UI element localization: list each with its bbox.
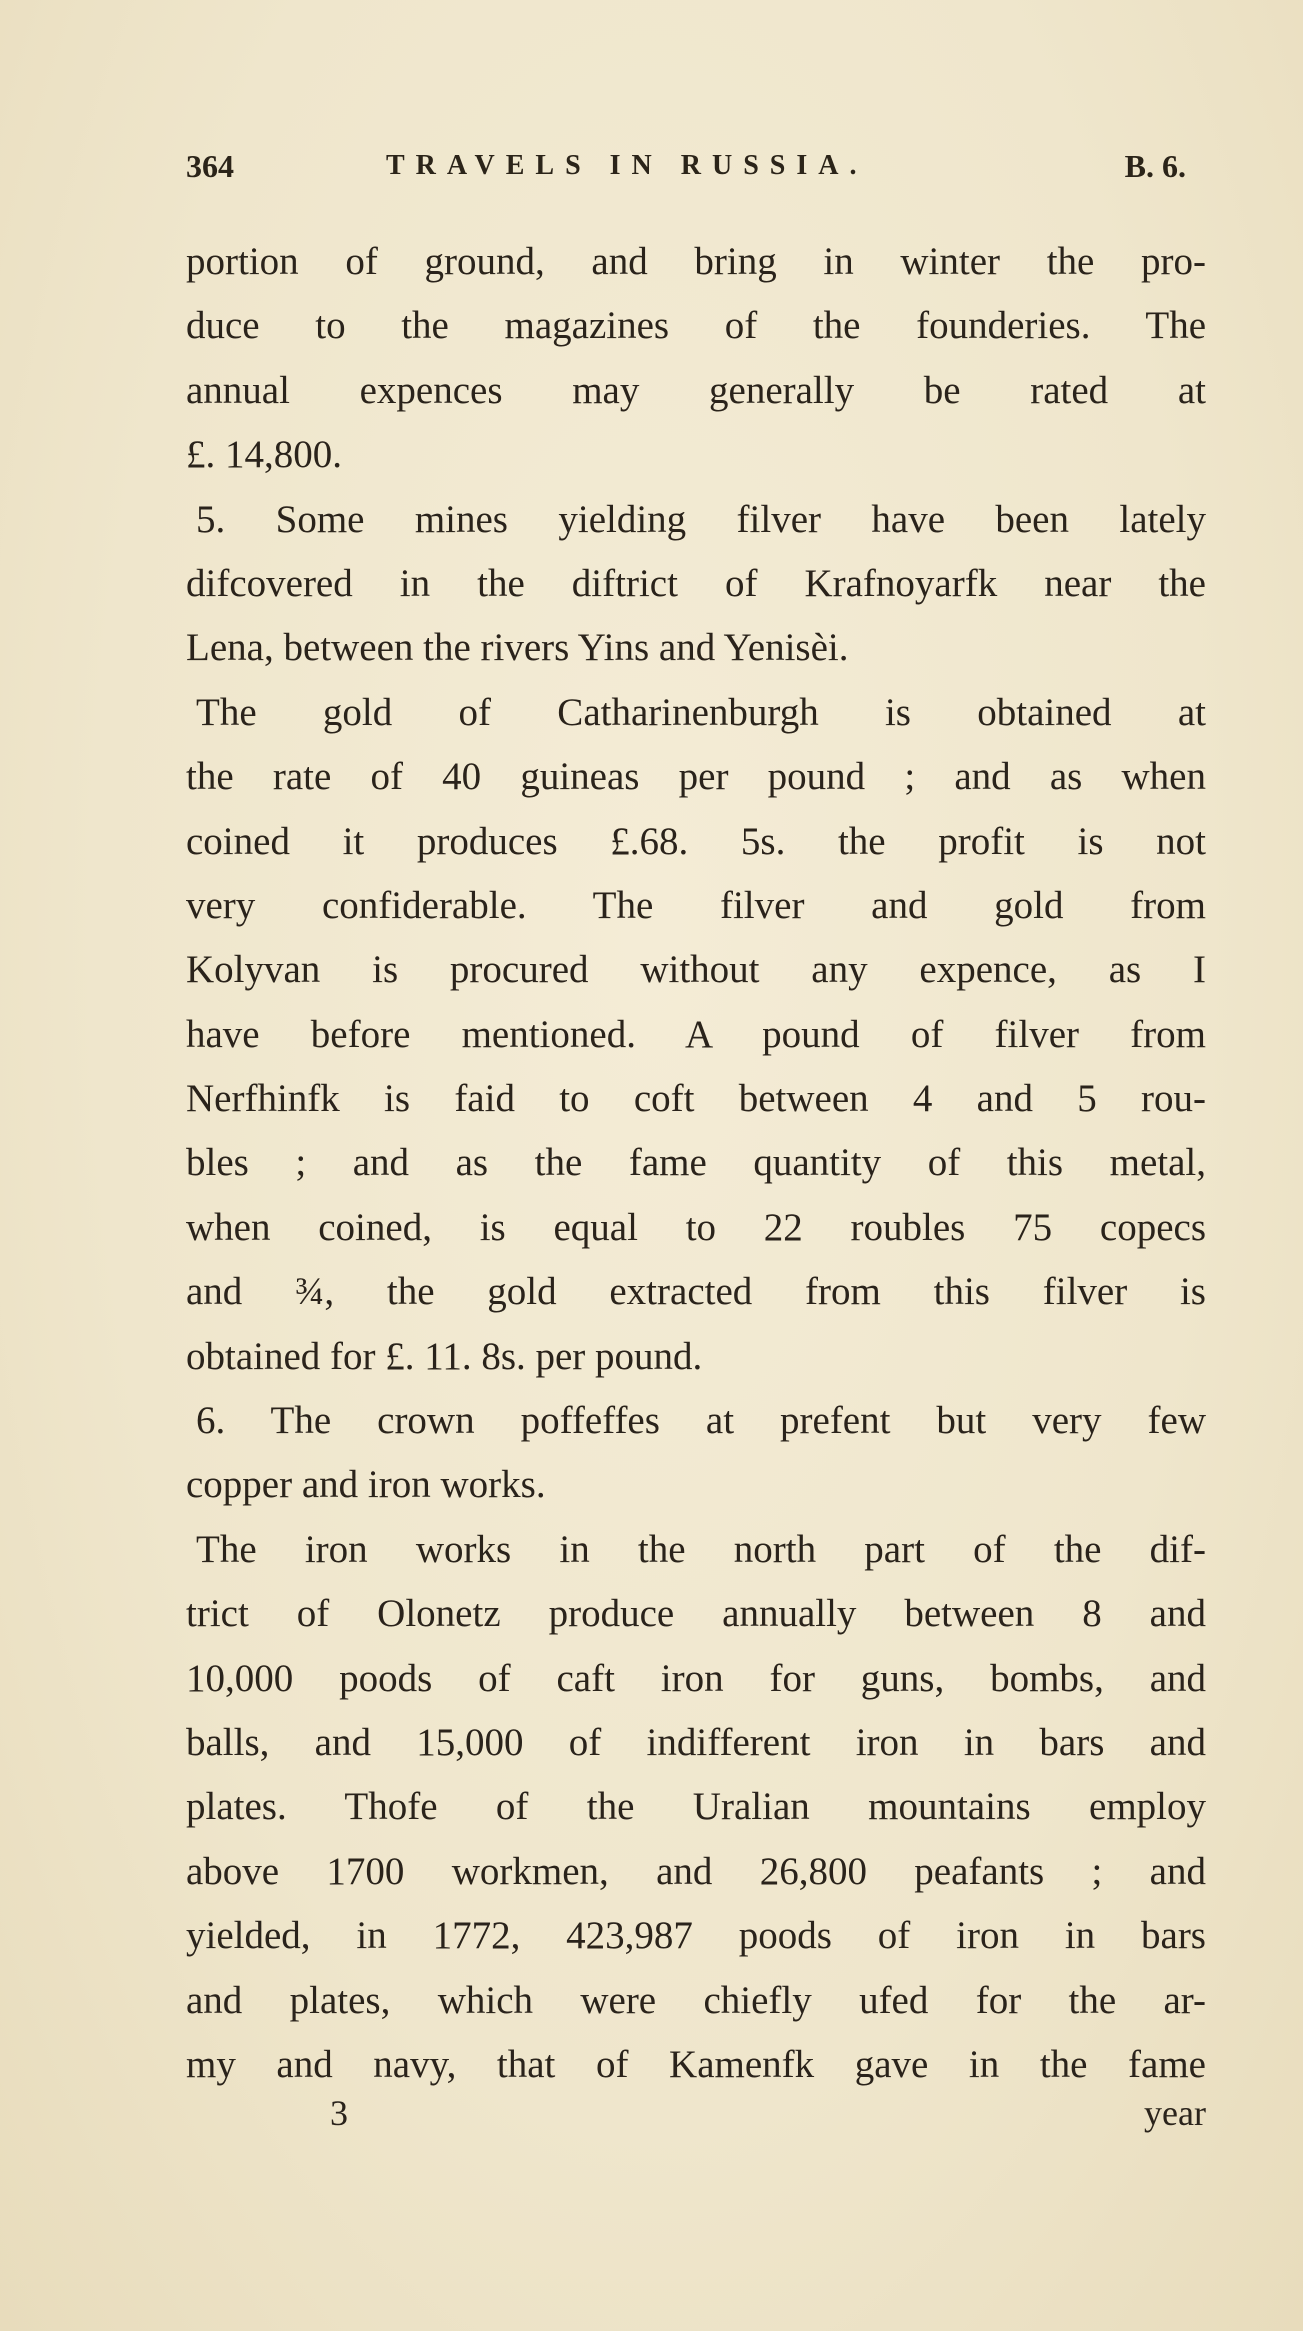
text-line: have before mentioned. A pound of filver from	[186, 1012, 1206, 1056]
catchword: year	[1144, 2093, 1206, 2133]
running-title: TRAVELS IN RUSSIA.	[386, 150, 868, 181]
text-line: and ¾, the gold extracted from this filver is	[186, 1270, 1206, 1314]
text-line: balls, and 15,000 of indifferent iron in bars and	[186, 1720, 1206, 1764]
running-header	[186, 140, 1186, 200]
text-line: annual expences may generally be rated at	[186, 368, 1206, 412]
text-line: above 1700 workmen, and 26,800 peafants ; and	[186, 1849, 1206, 1893]
page-number: 364	[186, 148, 234, 184]
book-number: B. 6.	[1124, 148, 1186, 184]
text-line: and plates, which were chiefly ufed for the ar-	[186, 1978, 1206, 2022]
text-line: bles ; and as the fame quantity of this metal,	[186, 1141, 1206, 1185]
text-line: The gold of Catharinenburgh is obtained at	[196, 690, 1206, 734]
text-line: very confiderable. The filver and gold from	[186, 883, 1206, 927]
text-line: 10,000 poods of caft iron for guns, bombs, and	[186, 1656, 1206, 1700]
text-line: the rate of 40 guineas per pound ; and as when	[186, 755, 1206, 799]
page-footer	[186, 2092, 1206, 2152]
text-line: Nerfhinfk is faid to coft between 4 and 5 rou-	[186, 1077, 1206, 1121]
body-text	[186, 230, 1206, 2097]
text-line: plates. Thofe of the Uralian mountains employ	[186, 1785, 1206, 1829]
text-line: duce to the magazines of the founderies. The	[186, 304, 1206, 348]
text-line: 5. Some mines yielding filver have been lately	[196, 497, 1206, 541]
text-line: Lena, between the rivers Yins and Yenisèi.	[186, 626, 849, 670]
text-line: Kolyvan is procured without any expence, as I	[186, 948, 1206, 992]
text-line: my and navy, that of Kamenfk gave in the fame	[186, 2042, 1206, 2086]
text-line: difcovered in the diftrict of Krafnoyarfk near the	[186, 561, 1206, 605]
text-line: when coined, is equal to 22 roubles 75 copecs	[186, 1205, 1206, 1249]
signature-mark: 3	[330, 2093, 348, 2133]
text-line: copper and iron works.	[186, 1463, 546, 1507]
text-line: obtained for £. 11. 8s. per pound.	[186, 1334, 703, 1378]
text-line: trict of Olonetz produce annually between 8 and	[186, 1592, 1206, 1636]
text-line: yielded, in 1772, 423,987 poods of iron in bars	[186, 1914, 1206, 1958]
text-line: The iron works in the north part of the dif-	[196, 1527, 1206, 1571]
text-line: £. 14,800.	[186, 433, 342, 477]
text-line: portion of ground, and bring in winter the pro-	[186, 240, 1206, 283]
text-line: 6. The crown poffeffes at prefent but very few	[196, 1399, 1206, 1443]
text-line: coined it produces £.68. 5s. the profit is not	[186, 819, 1206, 863]
